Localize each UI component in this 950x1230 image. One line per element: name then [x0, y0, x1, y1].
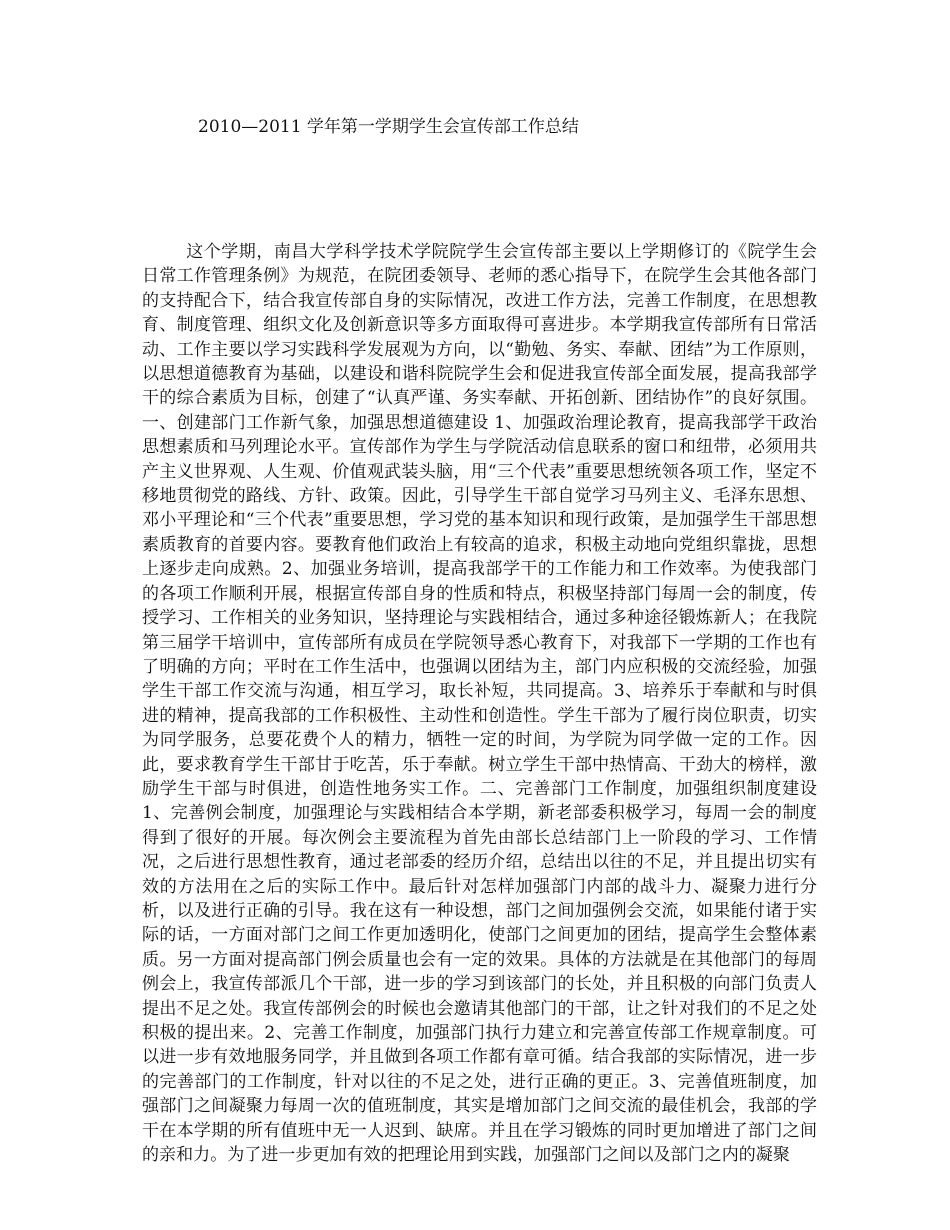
document-body-paragraph: 这个学期，南昌大学科学技术学院院学生会宣传部主要以上学期修订的《院学生会日常工作管理条例》为规范，在院团委领导、老师的悉心指导下，在院学生会其他各部门的支持配合下，结合我宣传部自身的实际情况，改进工作方法，完善工作制度，在思想教育、制度管理、组织文化及创新意识等多方面取得可喜进步。本学期我宣传部所有日常活动、工作主要以学习实践科学发展观为方向，以“勤勉、务实、奉献、团结”为工作原则，以思想道德教育为基础，以建设和谐科院院学生会和促进我宣传部全面发展，提高我部学干的综合素质为目标，创建了“认真严谨、务实奉献、开拓创新、团结协作”的良好氛围。一、创建部门工作新气象，加强思想道德建设 1、加强政治理论教育，提高我部学干政治思想素质和马列理论水平。宣传部作为学生与学院活动信息联系的窗口和纽带，必须用共产主义世界观、人生观、价值观武装头脑，用“三个代表”重要思想统领各项工作，坚定不移地贯彻党的路线、方针、政策。因此，引导学生干部自觉学习马列主义、毛泽东思想、邓小平理论和“三个代表”重要思想，学习党的基本知识和现行政策，是加强学生干部思想素质教育的首要内容。要教育他们政治上有较高的追求，积极主动地向党组织靠拢，思想上逐步走向成熟。2、加强业务培训，提高我部学干的工作能力和工作效率。为使我部门的各项工作顺利开展，根据宣传部自身的性质和特点，积极坚持部门每周一会的制度，传授学习、工作相关的业务知识，坚持理论与实践相结合，通过多种途径锻炼新人；在我院第三届学干培训中，宣传部所有成员在学院领导悉心教育下，对我部下一学期的工作也有了明确的方向；平时在工作生活中，也强调以团结为主，部门内应积极的交流经验，加强学生干部工作交流与沟通，相互学习，取长补短，共同提高。3、培养乐于奉献和与时俱进的精神，提高我部的工作积极性、主动性和创造性。学生干部为了履行岗位职责，切实为同学服务，总要花费个人的精力，牺牲一定的时间，为学院为同学做一定的工作。因此，要求教育学生干部甘于吃苦，乐于奉献。树立学生干部中热情高、干劲大的榜样，激励学生干部与时俱进，创造性地务实工作。二、完善部门工作制度，加强组织制度建设 1、完善例会制度，加强理论与实践相结合本学期，新老部委积极学习，每周一会的制度得到了很好的开展。每次例会主要流程为首先由部长总结部门上一阶段的学习、工作情况，之后进行思想性教育，通过老部委的经历介绍，总结出以往的不足，并且提出切实有效的方法用在之后的实际工作中。最后针对怎样加强部门内部的战斗力、凝聚力进行分析，以及进行正确的引导。我在这有一种设想，部门之间加强例会交流，如果能付诸于实际的话，一方面对部门之间工作更加透明化，使部门之间更加的团结，提高学生会整体素质。另一方面对提高部门例会质量也会有一定的效果。具体的方法就是在其他部门的每周例会上，我宣传部派几个干部，进一步的学习到该部门的长处，并且积极的向部门负责人提出不足之处。我宣传部例会的时候也会邀请其他部门的干部，让之针对我们的不足之处积极的提出来。2、完善工作制度，加强部门执行力建立和完善宣传部工作规章制度。可以进一步有效地服务同学，并且做到各项工作都有章可循。结合我部的实际情况，进一步的完善部门的工作制度，针对以往的不足之处，进行正确的更正。3、完善值班制度，加强部门之间凝聚力每周一次的值班制度，其实是增加部门之间交流的最佳机会，我部的学干在本学期的所有值班中无一人迟到、缺席。并且在学习锻炼的同时更加增进了部门之间的亲和力。为了进一步更加有效的把理论用到实践，加强部门之间以及部门之内的凝聚 — [142, 242, 817, 1166]
document-title: 2010—2011 学年第一学期学生会宣传部工作总结 — [198, 117, 579, 137]
